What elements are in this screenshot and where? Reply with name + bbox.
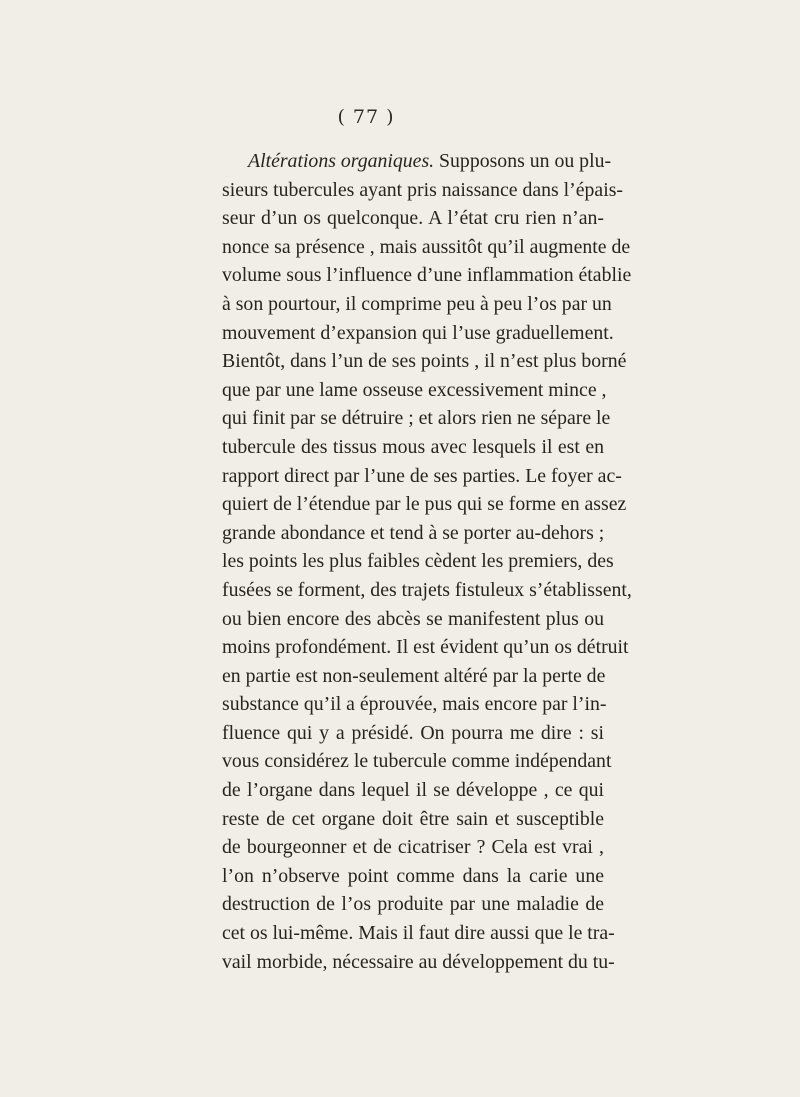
text-line: seur d’un os quelconque. A l’état cru rien n’an- [222,207,604,230]
text-line-content: Supposons un ou plu- [434,150,612,172]
text-line: quiert de l’étendue par le pus qui se forme en assez [222,493,627,516]
text-line: rapport direct par l’une de ses parties. Le foyer ac- [222,464,622,487]
text-line: moins profondément. Il est évident qu’un os détruit [222,636,629,659]
text-line: fusées se forment, des trajets fistuleux s’établissent, [222,578,632,601]
text-line: ou bien encore des abcès se manifestent plus ou [222,607,604,630]
text-line: substance qu’il a éprouvée, mais encore par l’in- [222,693,607,716]
text-line: de bourgeonner et de cicatriser ? Cela est vrai , [222,836,604,859]
text-line: cet os lui-même. Mais il faut dire aussi que le tra- [222,922,615,945]
text-line: nonce sa présence , mais aussitôt qu’il augmente de [222,235,631,258]
page-number: ( 77 ) [337,106,395,128]
text-line: de l’organe dans lequel il se développe , ce qui [222,779,604,802]
text-line: tubercule des tissus mous avec lesquels il est en [222,435,604,458]
text-line: que par une lame osseuse excessivement mince , [222,378,607,401]
text-line: vous considérez le tubercule comme indépendant [222,750,612,773]
text-line: les points les plus faibles cèdent les premiers, des [222,550,614,573]
text-line: vail morbide, nécessaire au développement du tu- [222,950,615,973]
text-line: à son pourtour, il comprime peu à peu l’os par un [222,292,612,315]
text-line: mouvement d’expansion qui l’use graduellement. [222,321,614,344]
text-line: l’on n’observe point comme dans la carie une [222,864,604,887]
text-line: qui finit par se détruire ; et alors rien ne sépare le [222,407,611,430]
body-text [222,147,632,976]
section-heading: Altérations organiques. [248,150,435,172]
text-line [222,147,612,176]
text-line: reste de cet organe doit être sain et susceptible [222,807,604,830]
text-line: fluence qui y a présidé. On pourra me dire : si [222,721,604,744]
text-line: destruction de l’os produite par une maladie de [222,893,604,916]
text-line: sieurs tubercules ayant pris naissance dans l’épais- [222,178,623,201]
text-line: grande abondance et tend à se porter au-dehors ; [222,521,605,544]
text-line: en partie est non-seulement altéré par la perte de [222,664,606,687]
text-line: Bientôt, dans l’un de ses points , il n’est plus borné [222,350,627,373]
text-line: volume sous l’influence d’une inflammation établie [222,264,632,287]
